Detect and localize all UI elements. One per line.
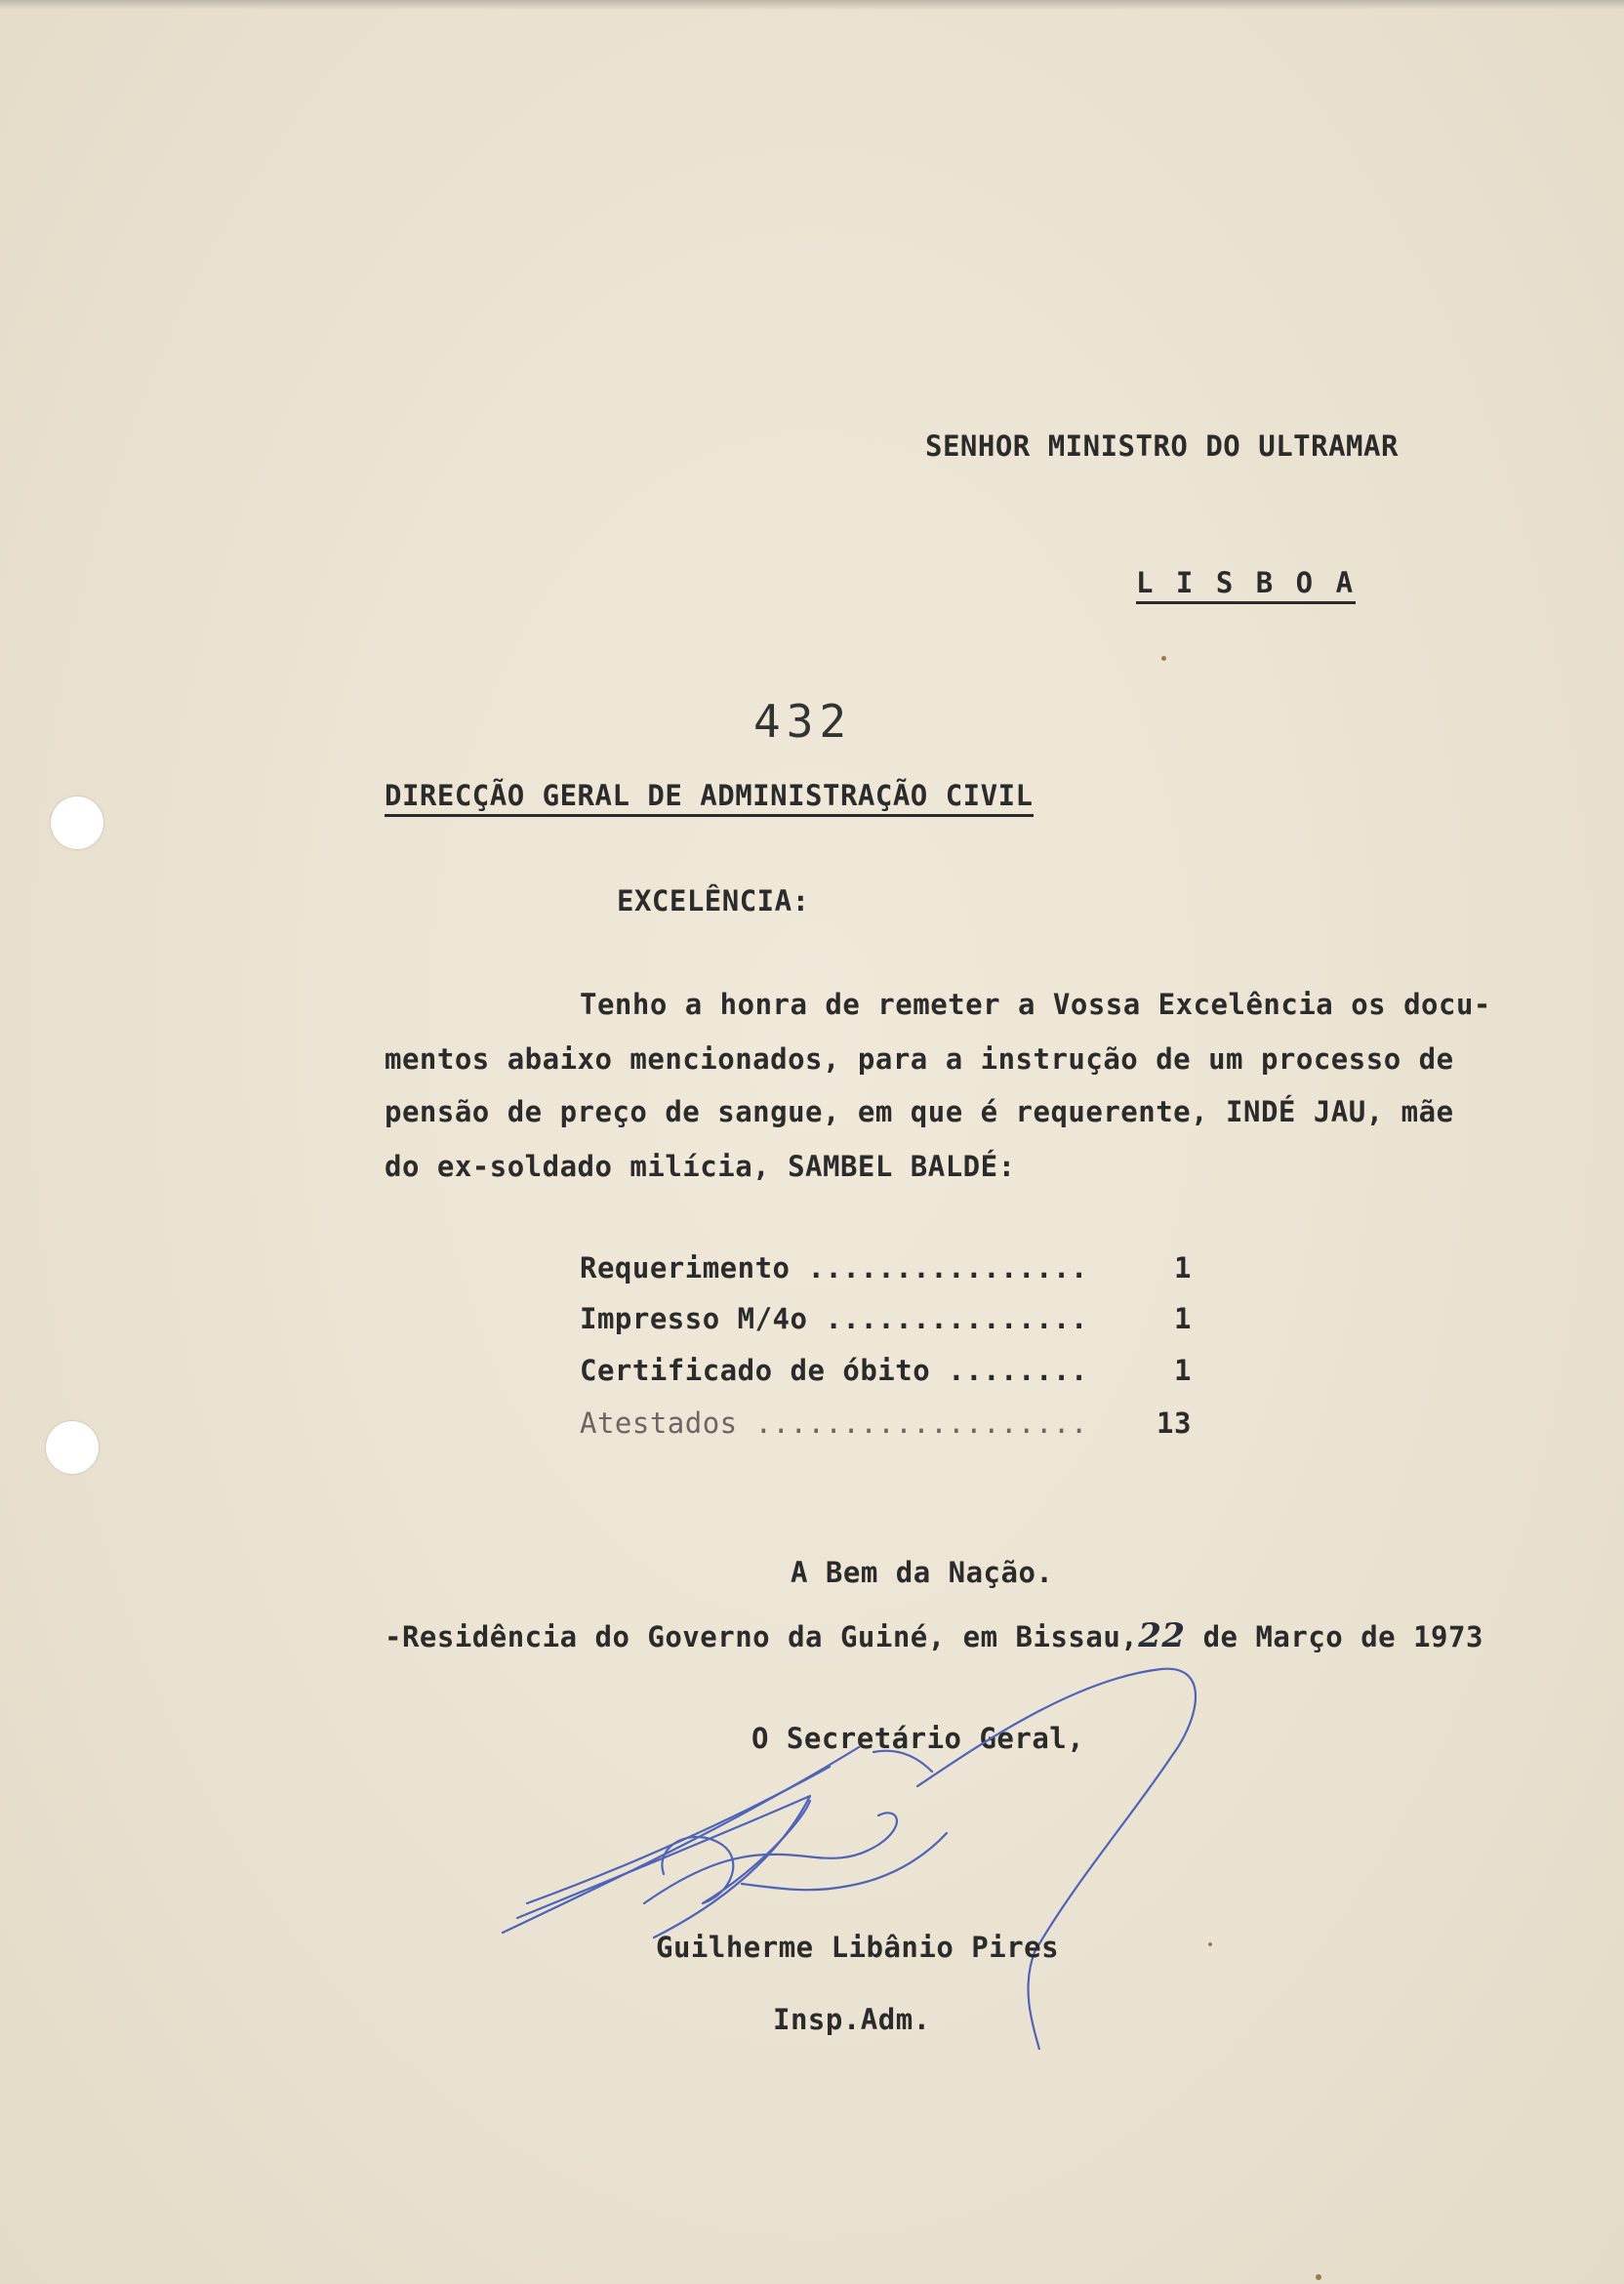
- body-line: do ex-soldado milícia, SAMBEL BALDÉ:: [385, 1150, 1016, 1183]
- salutation: EXCELÊNCIA:: [617, 884, 810, 918]
- body-line: Tenho a honra de remeter a Vossa Excelência os docu-: [580, 988, 1491, 1021]
- signatory-position: Insp.Adm.: [773, 2003, 931, 2036]
- handwritten-signature: [488, 1659, 1308, 2050]
- place-date-suffix: de Março de 1973: [1202, 1620, 1483, 1653]
- closing-formula: A Bem da Nação.: [791, 1556, 1054, 1589]
- addressee-line: SENHOR MINISTRO DO ULTRAMAR: [925, 429, 1399, 463]
- punch-hole-top: [51, 796, 103, 849]
- punch-hole-bottom: [46, 1421, 99, 1474]
- list-item-count: 1: [1174, 1302, 1192, 1335]
- department-heading: DIRECÇÃO GERAL DE ADMINISTRAÇÃO CIVIL: [385, 779, 1034, 817]
- signatory-title: O Secretário Geral,: [751, 1722, 1085, 1755]
- list-item-label: Requerimento ................: [580, 1251, 1088, 1285]
- body-line: pensão de preço de sangue, em que é requerente, INDÉ JAU, mãe: [385, 1095, 1454, 1128]
- document-number: 432: [753, 695, 853, 748]
- handwritten-day: 22: [1138, 1616, 1186, 1655]
- place-date-line: [385, 1616, 1483, 1655]
- list-item-count: 13: [1157, 1407, 1192, 1440]
- list-item-count: 1: [1174, 1251, 1192, 1285]
- addressee-city: L I S B O A: [1136, 566, 1356, 604]
- list-item-label: Atestados ...................: [580, 1407, 1088, 1440]
- paper-speck: [1161, 656, 1166, 661]
- list-item-label: Impresso M/4o ...............: [580, 1302, 1088, 1335]
- paper-speck: [1316, 2274, 1321, 2280]
- list-item-count: 1: [1174, 1354, 1192, 1387]
- body-line: mentos abaixo mencionados, para a instrução de um processo de: [385, 1042, 1454, 1076]
- list-item-label: Certificado de óbito ........: [580, 1354, 1088, 1387]
- place-date-prefix: -Residência do Governo da Guiné, em Bissau,: [385, 1620, 1139, 1653]
- paper-top-edge: [0, 0, 1624, 10]
- signatory-name: Guilherme Libânio Pires: [656, 1931, 1060, 1964]
